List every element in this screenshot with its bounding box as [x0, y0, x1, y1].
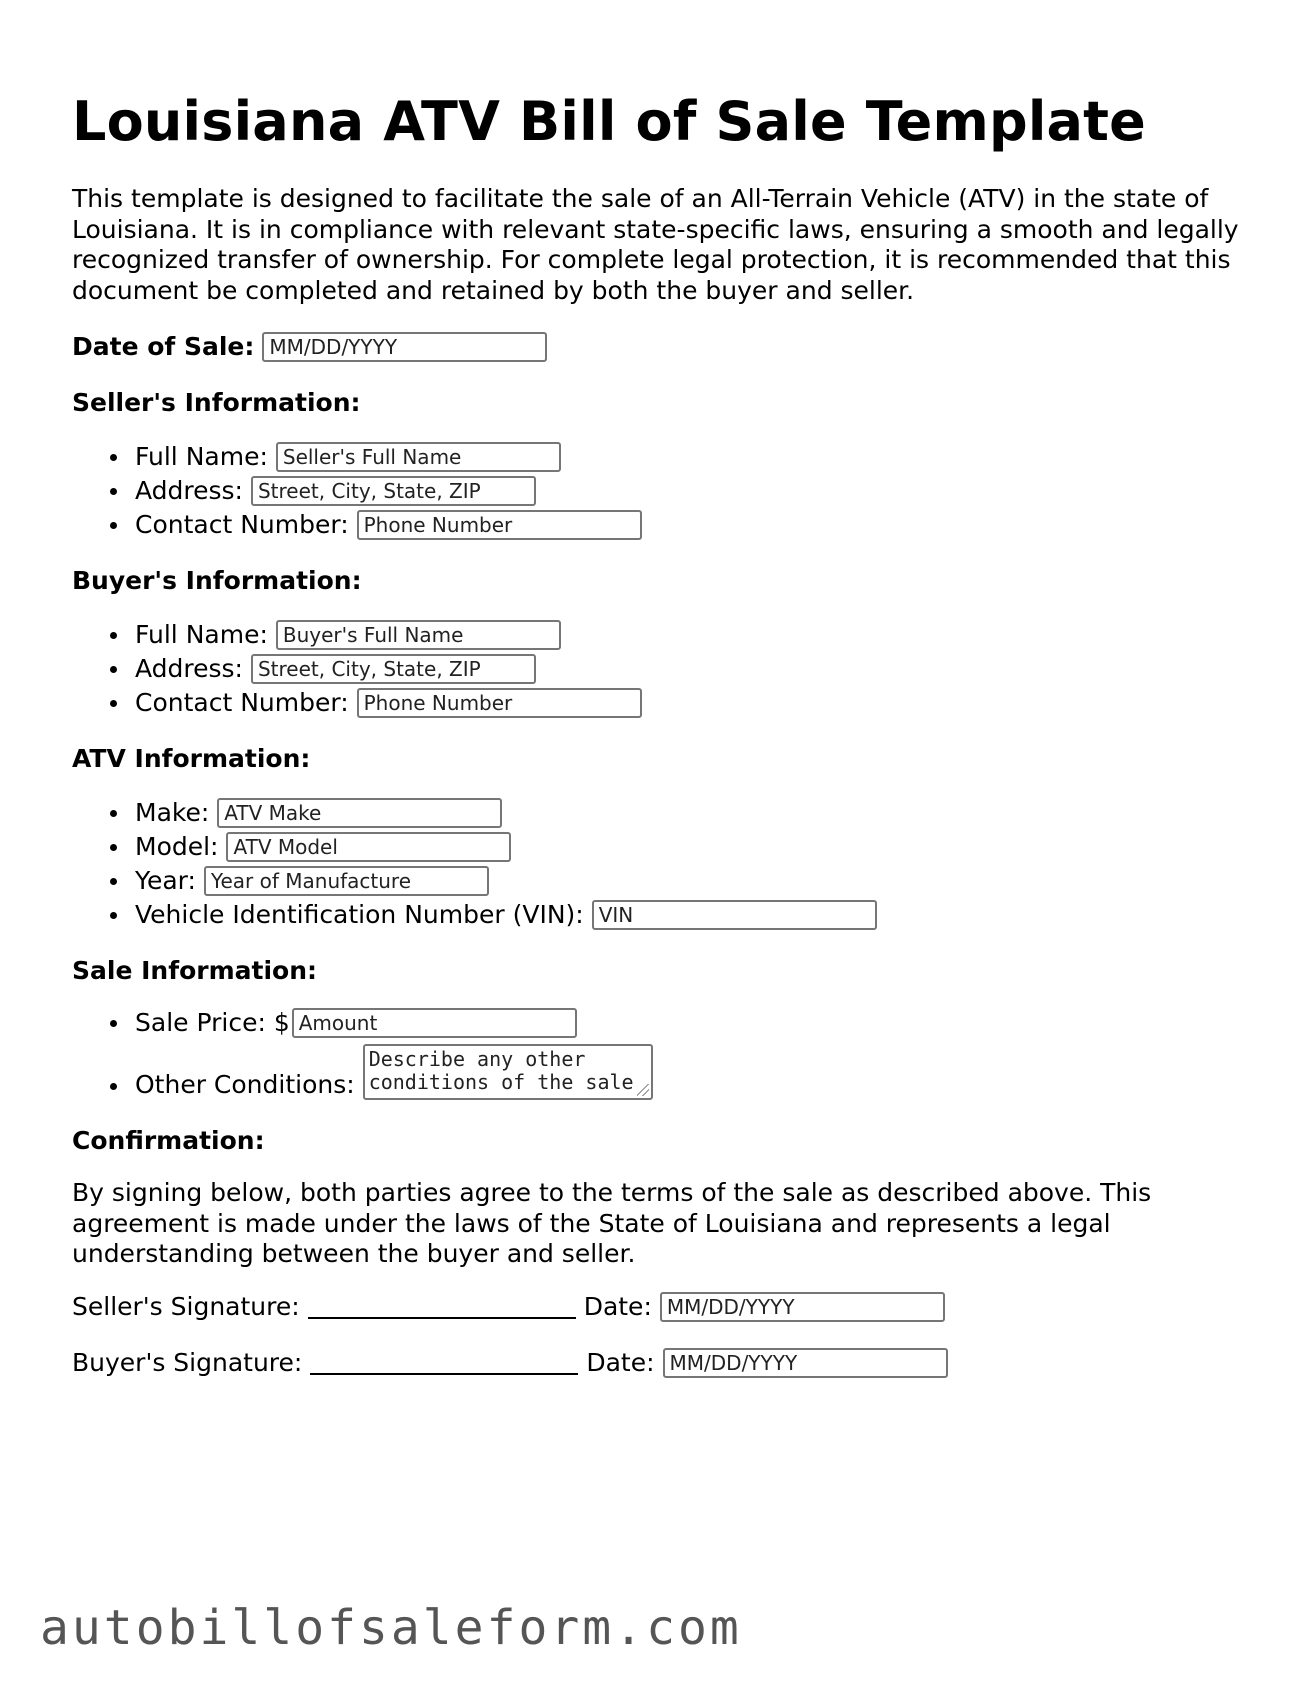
seller-list	[72, 440, 1242, 542]
seller-full-name-input[interactable]: Seller's Full Name	[276, 442, 561, 472]
buyer-full-name-input[interactable]: Buyer's Full Name	[276, 620, 561, 650]
buyer-full-name-label: Full Name:	[135, 620, 268, 649]
buyer-signature-date-label: Date:	[586, 1347, 655, 1377]
other-conditions-textarea[interactable]	[363, 1044, 653, 1100]
seller-contact-label: Contact Number:	[135, 510, 349, 539]
atv-make-label: Make:	[135, 798, 210, 827]
sale-price-input[interactable]: Amount	[292, 1008, 577, 1038]
list-item	[72, 1006, 1242, 1040]
atv-list	[72, 796, 1242, 932]
sale-list	[72, 1006, 1242, 1100]
seller-signature-line[interactable]	[308, 1295, 576, 1319]
atv-heading: ATV Information:	[72, 744, 311, 773]
list-item	[72, 440, 1242, 474]
buyer-heading: Buyer's Information:	[72, 566, 362, 595]
site-watermark: autobillofsaleform.com	[40, 1600, 742, 1656]
atv-vin-input[interactable]: VIN	[592, 900, 877, 930]
resize-handle-icon[interactable]	[637, 1084, 649, 1096]
list-item	[72, 898, 1242, 932]
other-conditions-label: Other Conditions:	[135, 1070, 355, 1099]
seller-signature-date-label: Date:	[583, 1291, 652, 1321]
list-item	[72, 508, 1242, 542]
seller-contact-input[interactable]: Phone Number	[357, 510, 642, 540]
seller-signature-label: Seller's Signature:	[72, 1291, 300, 1321]
list-item	[72, 474, 1242, 508]
atv-vin-label: Vehicle Identification Number (VIN):	[135, 900, 584, 929]
confirmation-heading: Confirmation:	[72, 1126, 265, 1155]
list-item	[72, 830, 1242, 864]
buyer-address-input[interactable]: Street, City, State, ZIP	[251, 654, 536, 684]
intro-paragraph: This template is designed to facilitate the sale of an All-Terrain Vehicle (ATV) in the state of Louisiana. It is in compliance with relevant state-specific laws, ensuring a smooth and legally recognized transfer of ownership. For complete legal protection, it is recommended that this document be completed and retained by both the buyer and seller.	[72, 184, 1239, 305]
seller-signature-date-input[interactable]: MM/DD/YYYY	[660, 1292, 945, 1322]
seller-address-input[interactable]: Street, City, State, ZIP	[251, 476, 536, 506]
date-of-sale-label: Date of Sale:	[72, 332, 255, 361]
seller-heading: Seller's Information:	[72, 388, 361, 417]
list-item	[72, 686, 1242, 720]
buyer-address-label: Address:	[135, 654, 243, 683]
other-conditions-placeholder: Describe any other conditions of the sale	[368, 1047, 634, 1094]
list-item	[72, 864, 1242, 898]
buyer-signature-row	[72, 1348, 1242, 1378]
buyer-signature-line[interactable]	[310, 1351, 578, 1375]
list-item	[72, 1040, 1242, 1100]
sale-heading: Sale Information:	[72, 956, 317, 985]
seller-address-label: Address:	[135, 476, 243, 505]
atv-model-input[interactable]: ATV Model	[226, 832, 511, 862]
buyer-signature-date-input[interactable]: MM/DD/YYYY	[663, 1348, 948, 1378]
list-item	[72, 796, 1242, 830]
atv-make-input[interactable]: ATV Make	[217, 798, 502, 828]
buyer-contact-label: Contact Number:	[135, 688, 349, 717]
bill-of-sale-document	[72, 0, 1242, 1378]
atv-year-label: Year:	[135, 866, 196, 895]
date-of-sale-row	[72, 332, 1242, 362]
buyer-list	[72, 618, 1242, 720]
list-item	[72, 652, 1242, 686]
date-of-sale-input[interactable]: MM/DD/YYYY	[262, 332, 547, 362]
list-item	[72, 618, 1242, 652]
buyer-signature-label: Buyer's Signature:	[72, 1347, 303, 1377]
buyer-contact-input[interactable]: Phone Number	[357, 688, 642, 718]
sale-price-label: Sale Price: $	[135, 1008, 290, 1037]
confirmation-paragraph: By signing below, both parties agree to the terms of the sale as described above. This agreement is made under the laws of the State of Louisiana and represents a legal understanding between the buyer and seller.	[72, 1178, 1152, 1268]
seller-full-name-label: Full Name:	[135, 442, 268, 471]
page-title: Louisiana ATV Bill of Sale Template	[72, 90, 1147, 153]
atv-year-input[interactable]: Year of Manufacture	[204, 866, 489, 896]
seller-signature-row	[72, 1292, 1242, 1322]
atv-model-label: Model:	[135, 832, 219, 861]
